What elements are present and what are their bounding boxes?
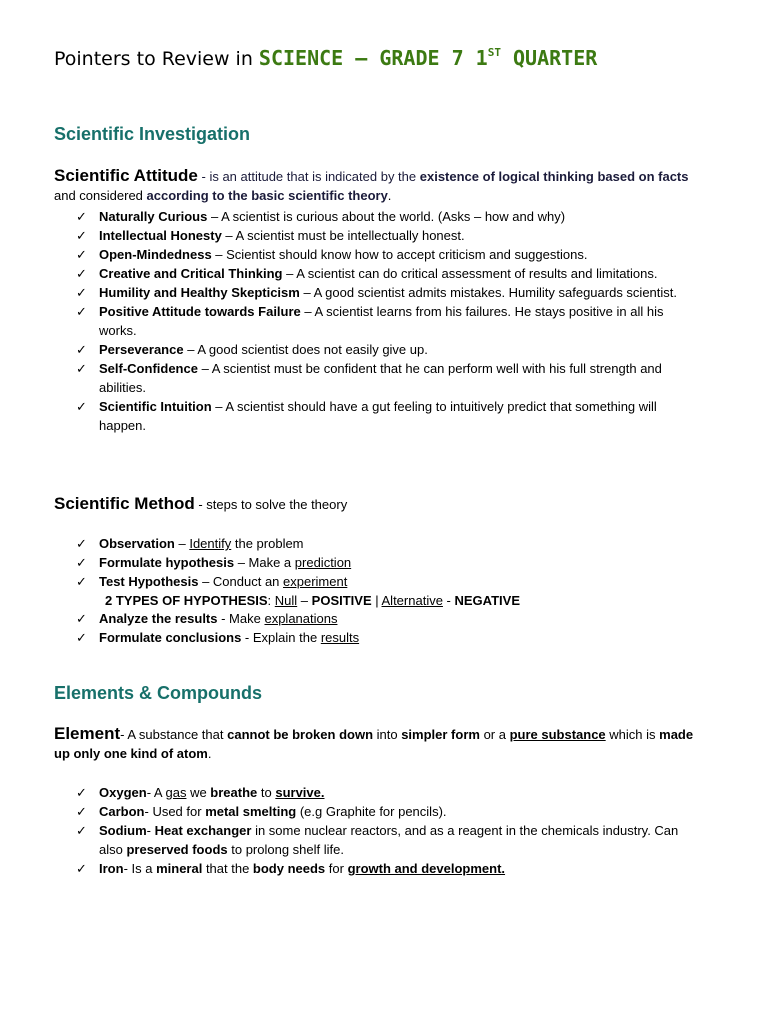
hypothesis-types — [105, 591, 520, 610]
definition-text: - is an attitude that is indicated by the — [197, 169, 420, 184]
definition-bold: according to the basic scientific theory — [146, 188, 388, 203]
term-element: Element — [54, 724, 121, 743]
method-step-keyword: Identify — [189, 536, 232, 551]
definition-bold: made up only one kind of atom — [54, 727, 694, 761]
attitude-description: – A scientist must be intellectually honest. — [221, 228, 465, 243]
element-description: in some nuclear reactors, and as a reagent in the chemicals industry. Can also — [99, 823, 679, 857]
method-step — [76, 553, 686, 572]
element-example — [76, 821, 686, 859]
attitude-description: – A good scientist admits mistakes. Humility safeguards scientist. — [299, 285, 678, 300]
attitude-label: Perseverance — [99, 342, 184, 357]
definition-bold: existence of logical thinking based on facts — [419, 169, 689, 184]
checkmark-icon: ✓ — [76, 823, 87, 838]
checkmark-icon: ✓ — [76, 630, 87, 645]
attitude-item — [76, 207, 686, 226]
checkmark-icon: ✓ — [76, 285, 87, 300]
attitude-item — [76, 264, 686, 283]
element-name: Carbon — [99, 804, 145, 819]
method-step-keyword: explanations — [264, 611, 338, 626]
checkmark-icon: ✓ — [76, 209, 87, 224]
element-description: - A — [146, 785, 166, 800]
hypothesis-colon: : — [267, 593, 275, 608]
element-description: metal smelting — [205, 804, 297, 819]
element-description: - Used for — [144, 804, 206, 819]
method-step-keyword: prediction — [294, 555, 352, 570]
method-step-label: Formulate hypothesis — [99, 555, 235, 570]
element-description: we — [186, 785, 211, 800]
attitude-label: Scientific Intuition — [99, 399, 212, 414]
hypothesis-dash: - — [442, 593, 455, 608]
definition-text: and considered — [54, 188, 147, 203]
hypothesis-negative: NEGATIVE — [454, 593, 520, 608]
hypothesis-dash: – — [297, 593, 312, 608]
checkmark-icon: ✓ — [76, 804, 87, 819]
element-description: - Is a — [123, 861, 157, 876]
term-scientific-attitude: Scientific Attitude — [54, 166, 198, 185]
checkmark-icon: ✓ — [76, 247, 87, 262]
definition-bold: simpler form — [401, 727, 480, 742]
scientific-attitude-definition — [54, 166, 694, 205]
method-step — [76, 534, 686, 553]
method-step — [76, 628, 686, 647]
definition-text: . — [387, 188, 392, 203]
checkmark-icon: ✓ — [76, 342, 87, 357]
checkmark-icon: ✓ — [76, 611, 87, 626]
method-step — [76, 609, 686, 628]
element-name: Sodium — [99, 823, 147, 838]
method-checklist — [76, 534, 686, 591]
attitude-label: Self-Confidence — [99, 361, 198, 376]
element-description: that the — [202, 861, 253, 876]
element-description: mineral — [156, 861, 203, 876]
hypothesis-positive: POSITIVE — [311, 593, 372, 608]
element-description: to prolong shelf life. — [227, 842, 344, 857]
attitude-item — [76, 397, 686, 435]
element-description: breathe — [210, 785, 258, 800]
attitude-label: Open-Mindedness — [99, 247, 212, 262]
title-quarter: QUARTER — [500, 46, 598, 70]
method-intro: - steps to solve the theory — [194, 497, 348, 512]
method-step-text: the problem — [231, 536, 304, 551]
element-description: (e.g Graphite for pencils). — [296, 804, 447, 819]
method-step-keyword: experiment — [283, 574, 348, 589]
checkmark-icon: ✓ — [76, 861, 87, 876]
checkmark-icon: ✓ — [76, 228, 87, 243]
checkmark-icon: ✓ — [76, 304, 87, 319]
attitude-item — [76, 302, 686, 340]
attitude-item — [76, 340, 686, 359]
scientific-method-definition — [54, 494, 694, 514]
method-step-keyword: results — [320, 630, 360, 645]
method-step-label: Test Hypothesis — [99, 574, 199, 589]
title-prefix: Pointers to Review in — [54, 48, 259, 70]
page-title — [54, 46, 754, 70]
attitude-label: Positive Attitude towards Failure — [99, 304, 301, 319]
method-step-text: – Make a — [234, 555, 295, 570]
method-step-label: Observation — [99, 536, 175, 551]
method-step-label: Analyze the results — [99, 611, 218, 626]
element-description: gas — [165, 785, 187, 800]
checkmark-icon: ✓ — [76, 399, 87, 414]
element-definition — [54, 724, 704, 763]
checkmark-icon: ✓ — [76, 361, 87, 376]
element-name: Iron — [99, 861, 124, 876]
element-example — [76, 802, 686, 821]
attitude-description: – A scientist is curious about the world. (Asks – how and why) — [207, 209, 566, 224]
method-step-text: – — [174, 536, 190, 551]
checkmark-icon: ✓ — [76, 555, 87, 570]
element-example — [76, 859, 686, 878]
element-example — [76, 783, 686, 802]
element-name: Oxygen — [99, 785, 147, 800]
term-scientific-method: Scientific Method — [54, 494, 195, 513]
element-description: Heat exchanger — [154, 823, 252, 838]
attitude-label: Naturally Curious — [99, 209, 208, 224]
definition-text: which is — [605, 727, 660, 742]
method-step-text: – Conduct an — [198, 574, 284, 589]
hypothesis-label: 2 TYPES OF HYPOTHESIS — [105, 593, 268, 608]
checkmark-icon: ✓ — [76, 536, 87, 551]
definition-text: or a — [479, 727, 510, 742]
definition-bold-underline: pure substance — [509, 727, 606, 742]
title-dash: – — [343, 46, 380, 70]
checkmark-icon: ✓ — [76, 785, 87, 800]
definition-text: . — [207, 746, 212, 761]
element-description: survive. — [275, 785, 325, 800]
checkmark-icon: ✓ — [76, 574, 87, 589]
title-science: SCIENCE — [258, 46, 344, 70]
element-description: preserved foods — [126, 842, 228, 857]
title-superscript: ST — [487, 46, 501, 59]
hypothesis-separator: | — [371, 593, 382, 608]
element-description: for — [325, 861, 348, 876]
element-examples-list — [76, 783, 686, 878]
title-grade: GRADE 7 1 — [379, 46, 488, 70]
attitude-description: – A good scientist does not easily give up. — [183, 342, 428, 357]
element-description: to — [257, 785, 276, 800]
method-step-text: - Make — [217, 611, 265, 626]
definition-text: into — [373, 727, 402, 742]
element-description: growth and development. — [347, 861, 506, 876]
definition-text: - A substance that — [120, 727, 228, 742]
method-step-text: - Explain the — [241, 630, 321, 645]
method-checklist-continued — [76, 609, 686, 647]
attitude-item — [76, 359, 686, 397]
attitude-checklist — [76, 207, 686, 435]
definition-bold: cannot be broken down — [227, 727, 374, 742]
attitude-item — [76, 283, 686, 302]
attitude-description: – A scientist should have a gut feeling to intuitively predict that something will happen. — [99, 399, 657, 433]
method-step — [76, 572, 686, 591]
method-step-label: Formulate conclusions — [99, 630, 242, 645]
attitude-item — [76, 245, 686, 264]
hypothesis-null: Null — [274, 593, 298, 608]
section-heading-elements: Elements & Compounds — [54, 683, 263, 703]
attitude-description: – Scientist should know how to accept criticism and suggestions. — [211, 247, 588, 262]
attitude-description: – A scientist must be confident that he can perform well with his full strength and abilities. — [99, 361, 662, 395]
attitude-description: – A scientist learns from his failures. He stays positive in all his works. — [99, 304, 664, 338]
element-description: - — [146, 823, 155, 838]
attitude-label: Humility and Healthy Skepticism — [99, 285, 300, 300]
element-description: body needs — [252, 861, 326, 876]
attitude-item — [76, 226, 686, 245]
attitude-label: Intellectual Honesty — [99, 228, 222, 243]
checkmark-icon: ✓ — [76, 266, 87, 281]
attitude-description: – A scientist can do critical assessment of results and limitations. — [282, 266, 658, 281]
attitude-label: Creative and Critical Thinking — [99, 266, 283, 281]
hypothesis-alternative: Alternative — [381, 593, 443, 608]
section-heading-investigation: Scientific Investigation — [54, 124, 251, 144]
